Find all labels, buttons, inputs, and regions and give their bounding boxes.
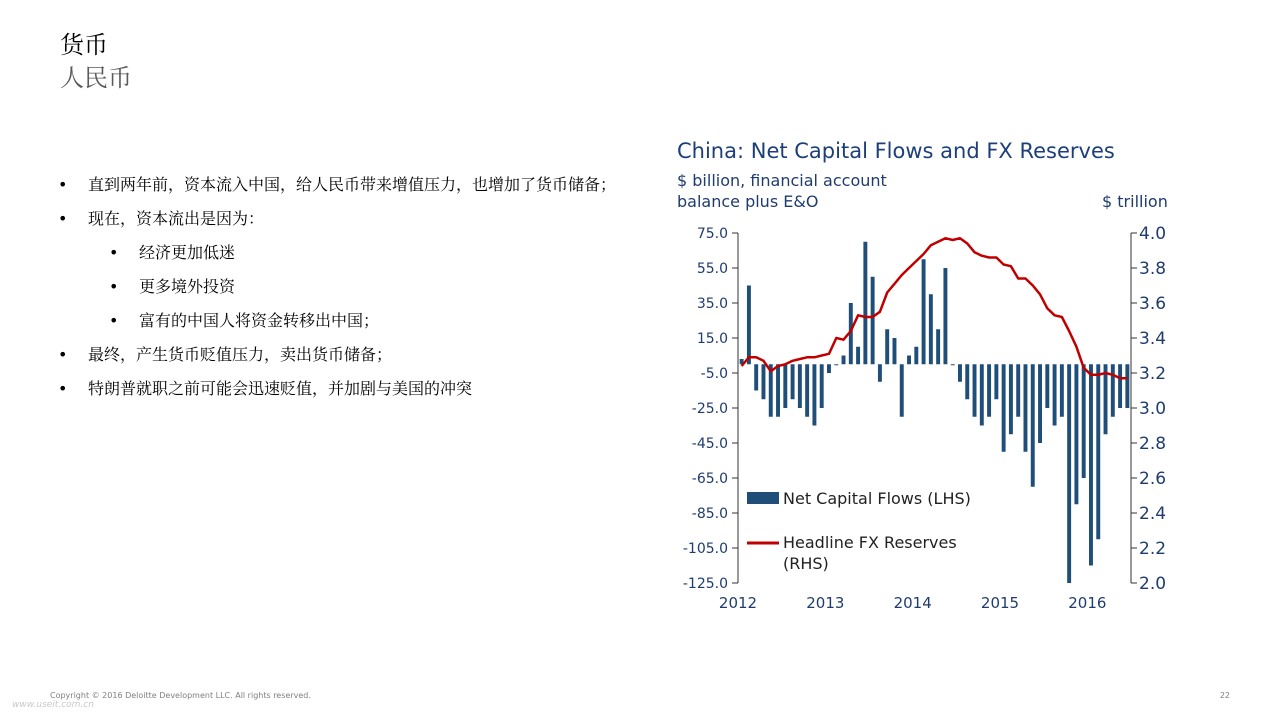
bar-net-capital-flow (812, 364, 816, 425)
bar-net-capital-flow (936, 329, 940, 364)
bar-net-capital-flow (922, 259, 926, 364)
left-tick-label: 35.0 (696, 296, 728, 312)
right-tick-label: 2.6 (1139, 469, 1167, 489)
left-tick-label: -45.0 (691, 436, 728, 452)
bar-net-capital-flow (805, 364, 809, 417)
x-tick-label: 2015 (980, 594, 1020, 612)
bar-net-capital-flow (1038, 364, 1042, 443)
bar-net-capital-flow (747, 286, 751, 365)
bar-net-capital-flow (863, 242, 867, 365)
bar-net-capital-flow (1111, 364, 1115, 417)
bar-net-capital-flow (885, 329, 889, 364)
line-fx-reserves (742, 238, 1128, 378)
right-tick-label: 3.2 (1139, 364, 1167, 384)
bar-net-capital-flow (878, 364, 882, 382)
bar-net-capital-flow (1053, 364, 1057, 425)
watermark: www.useit.com.cn (12, 700, 94, 710)
bar-net-capital-flow (820, 364, 824, 408)
bar-net-capital-flow (1024, 364, 1028, 452)
bar-net-capital-flow (1104, 364, 1108, 434)
bar-net-capital-flow (871, 277, 875, 365)
x-tick-label: 2012 (718, 594, 758, 612)
bar-net-capital-flow (1002, 364, 1006, 452)
left-tick-label: -5.0 (700, 366, 728, 382)
right-tick-label: 4.0 (1139, 224, 1167, 244)
bar-net-capital-flow (900, 364, 904, 417)
chart-left-axis-label: $ billion, financial account balance plus E&O (677, 171, 887, 211)
bar-net-capital-flow (842, 356, 846, 365)
bar-net-capital-flow (958, 364, 962, 382)
bar-net-capital-flow (1009, 364, 1013, 434)
sub-bullet-item: • 富有的中国人将资金转移出中国； (58, 310, 638, 332)
bar-net-capital-flow (973, 364, 977, 417)
right-tick-label: 3.4 (1139, 329, 1167, 349)
x-tick-label: 2013 (806, 594, 845, 612)
left-tick-label: -85.0 (691, 506, 728, 522)
right-tick-label: 3.8 (1139, 259, 1167, 279)
bar-net-capital-flow (1125, 364, 1129, 408)
bar-net-capital-flow (1082, 364, 1086, 478)
bar-net-capital-flow (1045, 364, 1049, 408)
bar-net-capital-flow (791, 364, 795, 399)
bar-net-capital-flow (827, 364, 831, 373)
bar-net-capital-flow (1096, 364, 1100, 539)
left-tick-label: -105.0 (682, 541, 728, 557)
bar-net-capital-flow (1089, 364, 1093, 565)
bar-net-capital-flow (980, 364, 984, 425)
left-tick-label: -125.0 (682, 576, 728, 592)
left-tick-label: 75.0 (696, 226, 728, 242)
bar-net-capital-flow (1016, 364, 1020, 417)
footer-copyright: Copyright © 2016 Deloitte Development LLC. All rights reserved. (50, 691, 311, 700)
sub-bullet-item: • 更多境外投资 (58, 276, 638, 298)
bar-net-capital-flow (762, 364, 766, 399)
right-tick-label: 3.0 (1139, 399, 1167, 419)
bar-net-capital-flow (907, 356, 911, 365)
bar-net-capital-flow (798, 364, 802, 408)
right-tick-label: 2.0 (1139, 574, 1167, 594)
bar-net-capital-flow (1060, 364, 1064, 417)
page-subtitle: 人民币 (60, 64, 132, 92)
bar-net-capital-flow (987, 364, 991, 417)
bar-net-capital-flow (1067, 364, 1071, 583)
right-tick-label: 3.6 (1139, 294, 1167, 314)
chart-right-axis-label: $ trillion (1102, 192, 1168, 211)
left-tick-label: -25.0 (691, 401, 728, 417)
bar-net-capital-flow (856, 347, 860, 365)
left-tick-label: 15.0 (696, 331, 728, 347)
chart-title: China: Net Capital Flows and FX Reserves (677, 139, 1115, 163)
bullet-item: • 现在，资本流出是因为： (58, 208, 638, 230)
chart-area (655, 220, 1215, 620)
right-tick-label: 2.2 (1139, 539, 1167, 559)
bar-net-capital-flow (754, 364, 758, 390)
bar-net-capital-flow (893, 338, 897, 364)
right-tick-label: 2.8 (1139, 434, 1167, 454)
left-tick-label: -65.0 (691, 471, 728, 487)
bullet-item: • 直到两年前，资本流入中国，给人民币带来增值压力，也增加了货币储备； (58, 174, 638, 196)
bar-net-capital-flow (914, 347, 918, 365)
bar-net-capital-flow (776, 364, 780, 417)
page-number: 22 (1219, 691, 1230, 700)
legend-label-net-capital-flows: Net Capital Flows (LHS) (783, 489, 971, 508)
legend-label-fx-reserves: Headline FX Reserves (RHS) (783, 533, 957, 573)
bar-net-capital-flow (1031, 364, 1035, 487)
bullet-list (58, 174, 638, 412)
bar-net-capital-flow (951, 364, 955, 365)
bar-net-capital-flow (834, 364, 838, 365)
bullet-item: • 特朗普就职之前可能会迅速贬值，并加剧与美国的冲突 (58, 378, 638, 400)
sub-bullet-item: • 经济更加低迷 (58, 242, 638, 264)
bar-net-capital-flow (994, 364, 998, 399)
bar-net-capital-flow (929, 294, 933, 364)
x-tick-label: 2014 (893, 594, 932, 612)
bullet-item: • 最终，产生货币贬值压力，卖出货币储备； (58, 344, 638, 366)
bar-net-capital-flow (943, 268, 947, 364)
right-tick-label: 2.4 (1139, 504, 1167, 524)
bar-net-capital-flow (783, 364, 787, 408)
x-tick-label: 2016 (1068, 594, 1107, 612)
page-title: 货币 (60, 31, 108, 59)
legend-swatch-net-capital-flows (747, 492, 779, 504)
bar-net-capital-flow (1074, 364, 1078, 504)
left-tick-label: 55.0 (696, 261, 728, 277)
bar-net-capital-flow (965, 364, 969, 399)
bar-net-capital-flow (1118, 364, 1122, 408)
